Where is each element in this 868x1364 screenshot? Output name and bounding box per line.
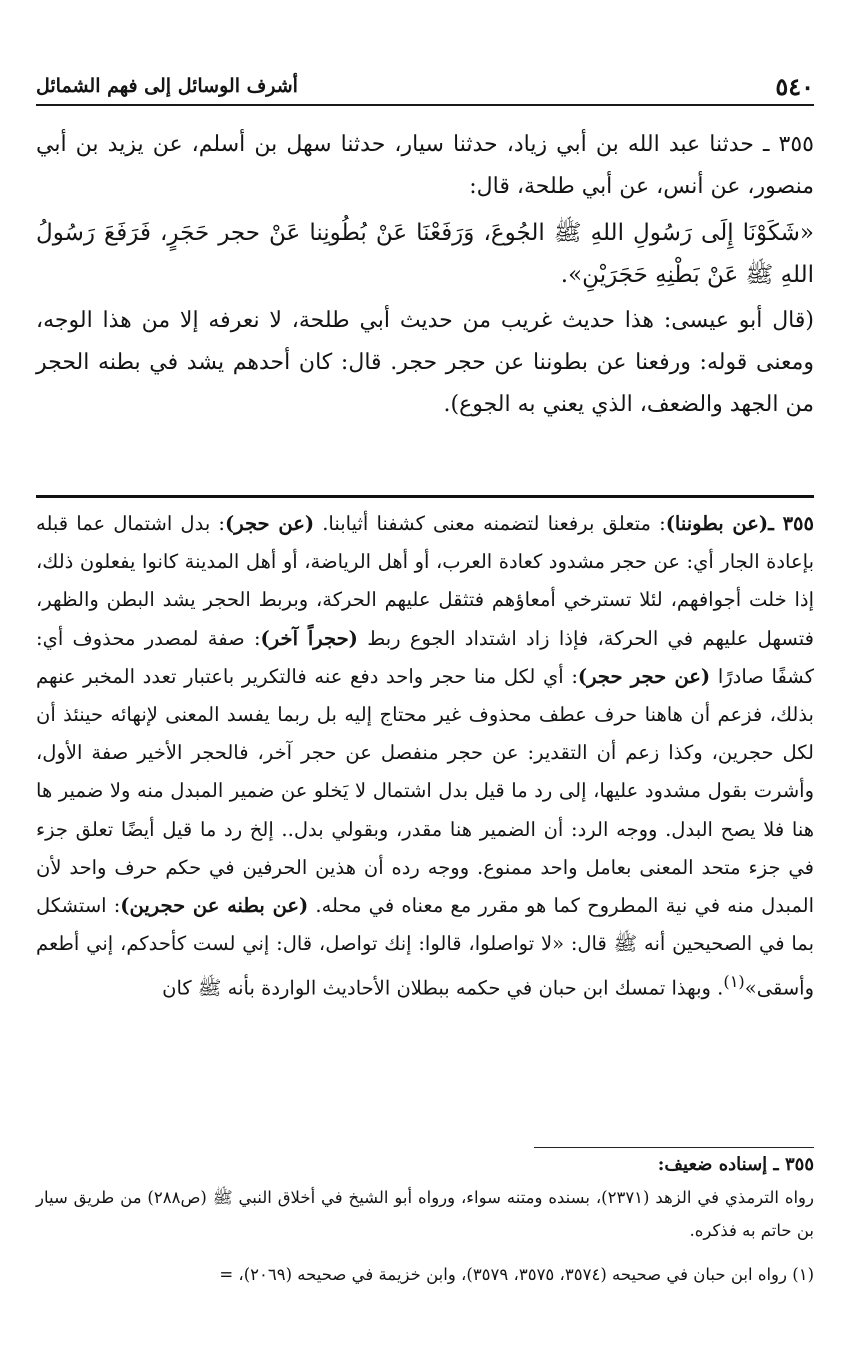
footnote-text: (١) رواه ابن حبان في صحيحه (٣٥٧٤، ٣٥٧٥، ٣٥٧٩)، وابن خزيمة في صحيحه (٢٠٦٩)، = [219, 1265, 814, 1284]
footnote-ref: (١) [723, 972, 745, 992]
footnote-section [36, 1258, 814, 1292]
commentary-section [36, 505, 814, 1008]
tirmidhi-note: (قال أبو عيسى: هذا حديث غريب من حديث أبي طلحة، لا نعرفه إلا من هذا الوجه، ومعنى قوله: ورفعنا عن بطوننا عن حجر حجر. قال: كان أحدهم يشد في بطنه الحجر من الجهد والضعف، الذي يعني به الجوع). [36, 308, 814, 417]
commentary-text: : استشكل بما في الصحيحين أنه ﷺ قال: «لا تواصلوا، قالوا: إنك تواصل، قال: إني لست كأحدكم، إني أطعم وأسقى» [36, 894, 814, 1000]
commentary-term: (حجراً آخر) [260, 626, 358, 650]
commentary-term: (عن بطنه عن حجرين) [120, 894, 309, 918]
commentary-text: : بدل اشتمال عما قبله بإعادة الجار أي: عن حجر مشدود كعادة العرب، أو أهل الرياضة، أو أهل المدينة كانوا يفعلون ذلك، إذا خلت أجوافهم، لئلا تسترخي أمعاؤهم فتثقل عليهم الحركة، وبربط الحجر يشد البطن والظهر، فتسهل عليهم في الحركة، فإذا زاد اشتداد الجوع ربط [36, 512, 814, 650]
hadith-text: «شَكَوْنَا إِلَى رَسُولِ اللهِ ﷺ الجُوعَ، وَرَفَعْنَا عَنْ بُطُونِنا عَنْ حجر حَجَرٍ، فَرَفَعَ رَسُولُ اللهِ ﷺ عَنْ بَطْنِهِ حَجَرَيْنِ». [36, 220, 814, 288]
hadith-section [36, 124, 814, 426]
commentary-term: (عن حجر حجر) [577, 664, 711, 688]
commentary-text: : أي لكل منا حجر واحد دفع عنه فالتكرير باعتبار تعدد المخبر عنهم بذلك، فزعم أن هاهنا حرف عطف محذوف غير محتاج إليه بل ربما يفسد المعنى لإنهائه حينئذ أن لكل حجرين، وكذا زعم أن التقدير: عن حجر منفصل عن حجر آخر، فالحجر الأخير صفة الأول، وأشرت بقول مشدود عليها، إلى رد ما قيل بدل اشتمال لا يَخلو عن ضمير المبدل منه ولا ضمير ها هنا فلا يصح البدل. ووجه الرد: أن الضمير هنا مقدر، وبقولي بدل.. إلخ رد ما قيل أيضًا تعلق جزء في جزء متحد المعنى بعامل واحد ممنوع. ووجه رده أن هذين الحرفين في حكم حرف واحد لأن المبدل منه في نية المطروح كما هو مقرر مع معناه في محله. [36, 664, 815, 918]
running-title: أشرف الوسائل إلى فهم الشمائل [36, 75, 298, 97]
commentary-text: . وبهذا تمسك ابن حبان في حكمه ببطلان الأحاديث الواردة بأنه ﷺ كان [162, 976, 724, 1000]
commentary-term: (عن بطوننا) [665, 512, 769, 535]
commentary-paragraph [36, 505, 814, 1008]
main-divider [36, 495, 814, 498]
header-divider [36, 104, 814, 106]
commentary-term: (عن حجر) [224, 512, 315, 535]
page-header [36, 66, 814, 106]
commentary-text: : صفة لمصدر محذوف أي: كشفًا صادرًا [36, 626, 814, 688]
page-number: ٥٤٠ [775, 71, 814, 101]
source-text: رواه الترمذي في الزهد (٢٣٧١)، بسنده ومتنه سواء، ورواه أبو الشيخ في أخلاق النبي ﷺ (ص٢٨٨) من طريق سيار بن حاتم به فذكره. [36, 1188, 814, 1240]
commentary-text: : متعلق برفعنا لتضمنه معنى كشفنا أثيابنا. [314, 512, 666, 535]
source-section [36, 1148, 814, 1247]
commentary-number: ٣٥٥ ـ [768, 512, 814, 535]
hadith-isnad: ٣٥٥ ـ حدثنا عبد الله بن أبي زياد، حدثنا سيار، حدثنا سهل بن أسلم، عن يزيد بن أبي منصور، عن أنس، عن أبي طلحة، قال: [36, 132, 814, 199]
source-heading: ٣٥٥ ـ إسناده ضعيف: [657, 1154, 814, 1175]
